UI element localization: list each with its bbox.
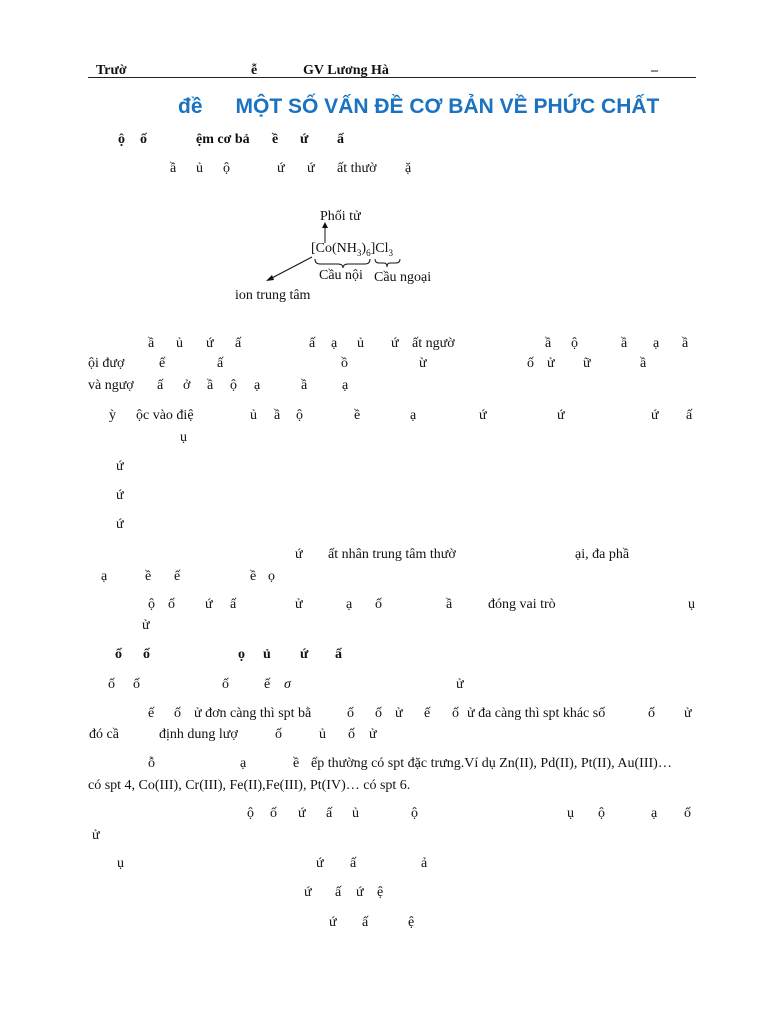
p1-l3-6: ầ: [301, 378, 308, 393]
p4-l1-1: ố: [168, 597, 175, 612]
p8-l1-3: ấ: [326, 806, 333, 821]
p1-l1-12: ạ: [653, 336, 660, 351]
p1-l1-1: ủ: [176, 336, 183, 351]
s1-heading-1: ố: [140, 132, 147, 147]
p1-l1-4: ấ: [309, 336, 316, 351]
p8-l1-2: ứ: [298, 806, 306, 821]
p9-l3-2: ệ: [408, 915, 415, 930]
p7-line2-text: có spt 4, Co(III), Cr(III), Fe(II),Fe(III), Pt(IV)… có spt 6.: [88, 778, 411, 793]
s2-heading-5: ấ: [335, 647, 342, 662]
ligand-label: Phối tử: [320, 209, 361, 224]
p3-l2-0: ạ: [101, 569, 108, 584]
p6-l1-1: ố: [174, 706, 181, 721]
outer-sphere-brace: [375, 259, 400, 267]
p1-l3-4: ộ: [230, 378, 237, 393]
p6-l2-3: ủ: [319, 727, 326, 742]
p8-l1-9: ố: [684, 806, 691, 821]
p4-l1-9: ụ: [688, 597, 695, 612]
p6-l1-0: ế: [148, 706, 155, 721]
header-dash: –: [651, 63, 658, 78]
p1-l2-0: ội đượ: [88, 356, 125, 371]
p6-l1-7: ố: [452, 706, 459, 721]
p8-l1-5: ộ: [411, 806, 418, 821]
p3-l1-2: ại, đa phầ: [575, 547, 630, 562]
p1-l1-9: ầ: [545, 336, 552, 351]
p8-l1-0: ộ: [247, 806, 254, 821]
central-ion-arrow-head: [266, 275, 274, 281]
p3-l2-2: ế: [174, 569, 181, 584]
s2-heading-1: ố: [143, 647, 150, 662]
p3-l1-0: ứ: [295, 547, 303, 562]
p9-l1-0: ụ: [117, 856, 124, 871]
p6-l2-5: ử: [369, 727, 377, 742]
p9-l3-1: ấ: [362, 915, 369, 930]
p3-l2-3: ề: [250, 569, 257, 584]
p2-l1-9: ứ: [651, 408, 659, 423]
outer-sphere-label: Cầu ngoại: [374, 270, 432, 285]
list-mark-1: ứ: [116, 459, 124, 474]
p2-l1-3: ầ: [274, 408, 281, 423]
p9-l2-1: ấ: [335, 885, 342, 900]
p1-l3-7: ạ: [342, 378, 349, 393]
p4-l2-0: ử: [142, 618, 150, 633]
p3-l1-1: ất nhân trung tâm thườ: [328, 547, 456, 562]
p1-l2-2: ấ: [217, 356, 224, 371]
s2-heading-0: ố: [115, 647, 122, 662]
p1-l3-0: và ngượ: [88, 378, 134, 393]
s1-intro-0: ầ: [170, 161, 177, 176]
p6-l1-10: ử: [684, 706, 692, 721]
p5-l1-5: ử: [456, 677, 464, 692]
central-ion-arrow-line: [270, 257, 312, 279]
p1-l2-5: ố: [527, 356, 534, 371]
p6-l1-4: ố: [375, 706, 382, 721]
page-title: [178, 96, 659, 117]
p9-l3-0: ứ: [329, 915, 337, 930]
p2-l1-5: ề: [354, 408, 361, 423]
p6-l1-6: ế: [424, 706, 431, 721]
p6-l2-2: ố: [275, 727, 282, 742]
p1-l1-6: ủ: [357, 336, 364, 351]
header-teacher: GV Lương Hà: [303, 63, 389, 78]
list-mark-3: ứ: [116, 517, 124, 532]
s1-intro-3: ứ: [277, 161, 285, 176]
p2-l1-4: ộ: [296, 408, 303, 423]
p4-l1-0: ộ: [148, 597, 155, 612]
title-main: MỘT SỐ VẤN ĐỀ CƠ BẢN VỀ PHỨC CHẤT: [235, 95, 660, 118]
p5-l1-1: ố: [133, 677, 140, 692]
s2-heading-3: ủ: [263, 647, 271, 662]
p1-l2-4: ừ: [419, 356, 427, 371]
inner-sphere-brace: [315, 259, 370, 268]
formula-sub-3: 3: [356, 247, 362, 258]
p2-l1-10: ấ: [686, 408, 693, 423]
formula-sub-6: 6: [366, 247, 371, 258]
p4-l1-8: đóng vai trò: [488, 597, 556, 612]
p9-l2-2: ứ: [356, 885, 364, 900]
inner-sphere-label: Cầu nội: [319, 268, 363, 283]
s1-heading-4: ứ: [300, 132, 309, 147]
p2-l2-0: ụ: [180, 430, 187, 445]
p6-l2-1: định dung lượ: [159, 727, 238, 742]
p1-l1-11: ầ: [621, 336, 628, 351]
p1-l2-3: ồ: [341, 356, 348, 371]
p4-l1-4: ử: [295, 597, 303, 612]
s1-heading-3: ề: [272, 132, 279, 147]
p1-l3-3: ầ: [207, 378, 214, 393]
p1-l1-10: ộ: [571, 336, 578, 351]
p2-l1-1: ộc vào điệ: [136, 408, 194, 423]
p7-mark-0: ỗ: [148, 756, 155, 771]
title-prefix: đề: [178, 95, 203, 118]
s2-heading-4: ứ: [300, 647, 309, 662]
p9-l2-0: ứ: [304, 885, 312, 900]
p6-l1-9: ố: [648, 706, 655, 721]
p6-l1-8: ử đa càng thì spt khác số: [467, 706, 606, 721]
header-rule: [88, 77, 696, 78]
list-mark-2: ứ: [116, 488, 124, 503]
p6-l1-5: ử: [395, 706, 403, 721]
p1-l2-6: ử: [547, 356, 555, 371]
p4-l1-7: ầ: [446, 597, 453, 612]
p7-line1-text: ếp thường có spt đặc trưng.Ví dụ Zn(II), Pd(II), Pt(II), Au(III)…: [311, 756, 672, 771]
s2-heading-2: ọ: [238, 647, 245, 662]
p2-l1-0: ỳ: [109, 408, 116, 423]
p9-l1-1: ứ: [316, 856, 324, 871]
s1-intro-6: ặ: [405, 161, 412, 176]
p1-l1-13: ầ: [682, 336, 689, 351]
p9-l2-3: ệ: [377, 885, 384, 900]
s1-intro-5: ất thườ: [337, 161, 377, 176]
p1-l1-3: ấ: [235, 336, 242, 351]
s1-intro-4: ứ: [307, 161, 315, 176]
p4-l1-2: ứ: [205, 597, 213, 612]
p1-l2-7: ữ: [583, 356, 591, 371]
s1-intro-2: ộ: [223, 161, 230, 176]
p9-l1-2: ấ: [350, 856, 357, 871]
formula-part-2: ): [361, 241, 367, 256]
p4-l1-6: ố: [375, 597, 382, 612]
p4-l1-5: ạ: [346, 597, 353, 612]
p8-l1-6: ụ: [567, 806, 574, 821]
p1-l1-8: ất ngườ: [412, 336, 455, 351]
p8-l1-8: ạ: [651, 806, 658, 821]
p5-l1-3: ế: [264, 677, 271, 692]
p8-l1-7: ộ: [598, 806, 605, 821]
p6-l2-4: ố: [348, 727, 355, 742]
formula-part-1: [Co(NH: [311, 241, 357, 256]
p1-l1-5: ạ: [331, 336, 338, 351]
p1-l3-2: ở: [183, 378, 191, 393]
p7-mark-1: ạ: [240, 756, 247, 771]
p7-mark-2: ề: [293, 756, 300, 771]
formula-part-3: ]Cl: [370, 241, 389, 256]
s1-intro-1: ủ: [196, 161, 203, 176]
p8-l1-1: ố: [270, 806, 277, 821]
central-ion-label: ion trung tâm: [235, 288, 311, 303]
p3-l2-1: ề: [145, 569, 152, 584]
p3-l2-4: ọ: [268, 569, 275, 584]
p1-l3-5: ạ: [254, 378, 261, 393]
p1-l1-2: ứ: [206, 336, 214, 351]
s1-heading-2: ệm cơ bả: [196, 132, 250, 147]
header-mark: ễ: [251, 63, 258, 78]
p6-l1-2: ử đơn càng thì spt bằ: [194, 706, 312, 721]
p6-l1-3: ố: [347, 706, 354, 721]
p2-l1-2: ủ: [250, 408, 257, 423]
p8-l2-0: ử: [92, 828, 100, 843]
p5-l1-2: ố: [222, 677, 229, 692]
formula-sub-3b: 3: [388, 247, 393, 258]
sigma-symbol: σ: [284, 677, 291, 692]
p1-l2-8: ầ: [640, 356, 647, 371]
p1-l3-1: ấ: [157, 378, 164, 393]
complex-structure-diagram: [220, 205, 480, 305]
p1-l1-0: ầ: [148, 336, 155, 351]
p5-l1-0: ố: [108, 677, 115, 692]
p4-l1-3: ấ: [230, 597, 237, 612]
p2-l1-7: ứ: [479, 408, 487, 423]
p2-l1-6: ạ: [410, 408, 417, 423]
p6-l2-0: đó cầ: [89, 727, 119, 742]
s1-heading-0: ộ: [118, 132, 125, 147]
p8-l1-4: ủ: [352, 806, 359, 821]
p1-l1-7: ứ: [391, 336, 399, 351]
p2-l1-8: ứ: [557, 408, 565, 423]
complex-formula: [311, 242, 393, 258]
p9-l1-3: ả: [421, 856, 428, 871]
header-school: Trườ: [96, 63, 127, 78]
s1-heading-5: ấ: [337, 132, 344, 147]
p1-l2-1: ế: [159, 356, 166, 371]
